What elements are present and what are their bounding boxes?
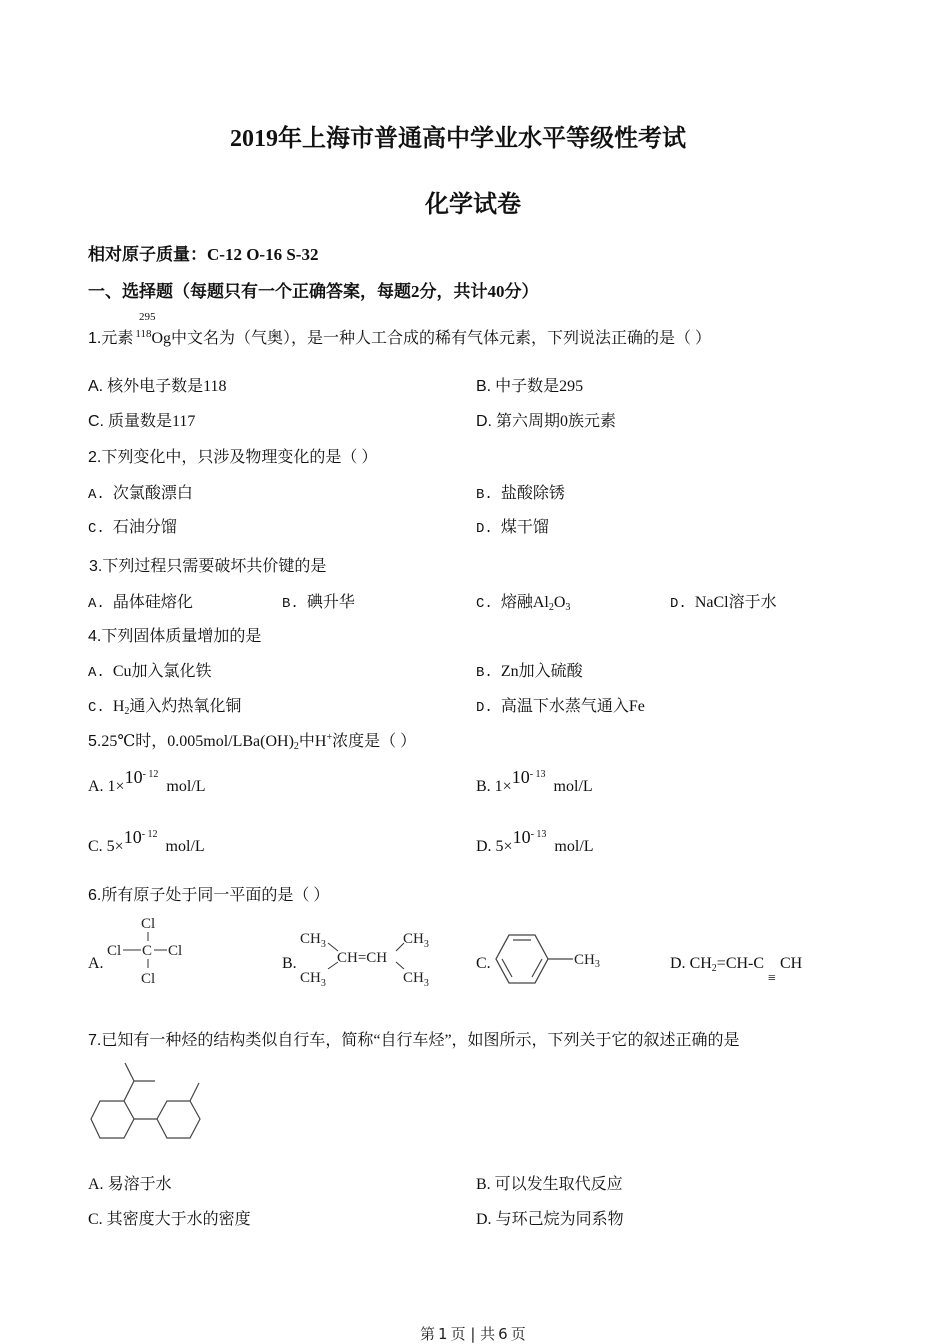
page-total: 6 [498,1325,508,1343]
question-3-stem: 3.下列过程只需要破坏共价键的是 [89,558,327,575]
option-c[interactable]: C. 质量数是117 [88,413,196,430]
option-c[interactable]: C. 熔融$Al_2O_3$ [476,594,571,613]
triple-bond-icon: ≡ [768,971,776,986]
atomic-mass-info: 相对原子质量：C-12 O-16 S-32 [88,245,319,264]
svg-text:C: C [142,943,153,959]
option-a-label[interactable]: A. [88,955,104,972]
option-d[interactable]: D. 第六周期0族元素 [476,413,617,430]
option-b[interactable]: B. Zn加入硫酸 [476,663,583,681]
svg-text:CH3: $CH_3$ [300,970,326,989]
svg-text:CH=CH: CH=CH [337,950,388,966]
question-1-stem: 1.元素 $^{118}$Og中文名为（气奥），是一种人工合成的稀有气体元素，下列说法正确的是（ ） [88,328,712,347]
page-current: 1 [438,1325,448,1343]
option-b-label[interactable]: B. [282,955,297,972]
option-d[interactable]: D. 与环己烷为同系物 [476,1211,624,1228]
option-c-label[interactable]: C. [476,955,491,972]
option-a[interactable]: A. 晶体硅熔化 [88,594,193,612]
option-b[interactable]: B. 中子数是295 [476,378,584,395]
svg-text:Cl: Cl [141,971,156,987]
option-c[interactable]: C. $H_2$通入灼热氧化铜 [88,698,242,717]
option-a[interactable]: A. 核外电子数是118 [88,378,227,395]
question-5-stem: 5.25℃时，$0.005mol/LBa(OH)_2$中H+浓度是（ ） [88,732,417,752]
option-c[interactable]: C. 其密度大于水的密度 [88,1211,251,1228]
option-c[interactable]: C. $5\times 10^{- 12}$ mol/L [88,827,205,855]
exam-title: 2019年上海市普通高中学业水平等级性考试 [230,126,686,152]
option-a[interactable]: A. 易溶于水 [88,1176,172,1193]
svg-text:Cl: Cl [168,943,183,959]
question-4-stem: 4.下列固体质量增加的是 [88,628,262,645]
svg-text:CH3: $CH_3$ [403,931,429,950]
option-d[interactable]: D. 高温下水蒸气通入Fe [476,698,645,716]
option-a[interactable]: A. 次氯酸漂白 [88,485,193,503]
isotope-atomic-number: 118 [135,328,152,340]
option-d[interactable]: D. NaCl溶于水 [670,594,777,612]
isotope-symbol: Og [151,330,172,347]
svg-text:CH3: $CH_3$ [403,970,429,989]
option-b[interactable]: B. 盐酸除锈 [476,485,565,503]
question-7-stem: 7.已知有一种烃的结构类似自行车，简称“自行车烃”，如图所示，下列关于它的叙述正确的是 [88,1032,740,1049]
option-c[interactable]: C. 石油分馏 [88,519,177,537]
svg-text:CH3: $CH_3$ [300,931,326,950]
svg-text:Cl: Cl [107,943,122,959]
isotope-mass-number: 295 [139,311,156,323]
option-b[interactable]: B. 碘升华 [282,594,355,612]
svg-text:Cl: Cl [141,916,156,932]
section-title: 一、选择题（每题只有一个正确答案，每题2分，共计40分） [88,282,539,301]
question-2-stem: 2.下列变化中，只涉及物理变化的是（ ） [88,449,378,466]
option-b[interactable]: B. $1\times 10^{- 13}$ mol/L [476,767,593,795]
option-d[interactable]: D. $5\times 10^{- 13}$ mol/L [476,827,594,855]
option-a[interactable]: A. $1\times 10^{- 12}$ mol/L [88,767,206,795]
page-indicator: 第 1 页 | 共 6 页 [420,1325,526,1343]
question-number: 1. [88,330,102,347]
option-d[interactable]: D. 煤干馏 [476,519,549,537]
option-b[interactable]: B. 可以发生取代反应 [476,1176,623,1193]
svg-text:CH3: $CH_3$ [574,952,600,970]
exam-subtitle: 化学试卷 [425,192,521,218]
option-d[interactable]: D. $CH_2=CH-C\equiv CH$ [670,955,803,986]
option-a[interactable]: A. Cu加入氯化铁 [88,663,212,681]
question-6-stem: 6.所有原子处于同一平面的是（ ） [88,887,330,904]
